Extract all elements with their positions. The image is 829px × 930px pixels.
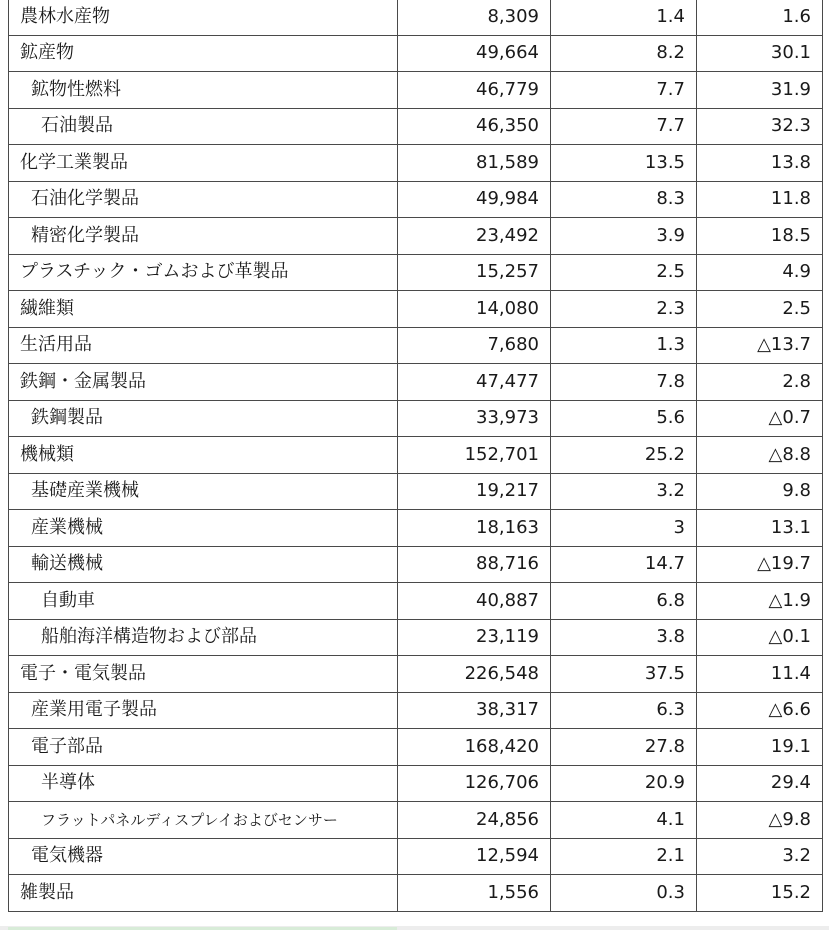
item-name-cell: 産業機械 (9, 510, 398, 547)
item-name-cell: 雑製品 (9, 875, 398, 912)
share-cell: 2.1 (551, 838, 697, 875)
share-cell: 6.8 (551, 583, 697, 620)
value-cell: 33,973 (398, 400, 551, 437)
value-cell: 47,477 (398, 364, 551, 401)
share-cell: 0.3 (551, 875, 697, 912)
export-table (8, 0, 823, 912)
table-row (9, 765, 823, 802)
share-cell: 5.6 (551, 400, 697, 437)
table-row (9, 400, 823, 437)
change-cell: △9.8 (697, 802, 823, 839)
change-cell: △13.7 (697, 327, 823, 364)
value-cell: 23,119 (398, 619, 551, 656)
table-row (9, 291, 823, 328)
change-cell: △19.7 (697, 546, 823, 583)
table-row (9, 108, 823, 145)
change-cell: 13.1 (697, 510, 823, 547)
table-row (9, 35, 823, 72)
item-name-cell: フラットパネルディスプレイおよびセンサー (9, 802, 398, 839)
change-cell: 2.8 (697, 364, 823, 401)
item-name-cell: プラスチック・ゴムおよび革製品 (9, 254, 398, 291)
change-cell: 9.8 (697, 473, 823, 510)
change-cell: △8.8 (697, 437, 823, 474)
value-cell: 126,706 (398, 765, 551, 802)
export-table-container (8, 0, 822, 912)
change-cell: 18.5 (697, 218, 823, 255)
value-cell: 38,317 (398, 692, 551, 729)
value-cell: 18,163 (398, 510, 551, 547)
change-cell: △6.6 (697, 692, 823, 729)
share-cell: 1.3 (551, 327, 697, 364)
change-cell: 29.4 (697, 765, 823, 802)
change-cell: 1.6 (697, 0, 823, 35)
value-cell: 46,350 (398, 108, 551, 145)
item-name-cell: 船舶海洋構造物および部品 (9, 619, 398, 656)
table-row (9, 838, 823, 875)
share-cell: 6.3 (551, 692, 697, 729)
item-name-cell: 生活用品 (9, 327, 398, 364)
item-name-cell: 電子・電気製品 (9, 656, 398, 693)
item-name-cell: 農林水産物 (9, 0, 398, 35)
share-cell: 3.8 (551, 619, 697, 656)
value-cell: 49,984 (398, 181, 551, 218)
item-name-cell: 鉱物性燃料 (9, 72, 398, 109)
share-cell: 3.9 (551, 218, 697, 255)
change-cell: 11.4 (697, 656, 823, 693)
table-row (9, 656, 823, 693)
table-row (9, 729, 823, 766)
value-cell: 226,548 (398, 656, 551, 693)
share-cell: 27.8 (551, 729, 697, 766)
share-cell: 7.7 (551, 72, 697, 109)
change-cell: 19.1 (697, 729, 823, 766)
value-cell: 19,217 (398, 473, 551, 510)
table-row (9, 364, 823, 401)
value-cell: 88,716 (398, 546, 551, 583)
value-cell: 7,680 (398, 327, 551, 364)
value-cell: 8,309 (398, 0, 551, 35)
table-row (9, 145, 823, 182)
change-cell: 30.1 (697, 35, 823, 72)
table-row (9, 546, 823, 583)
share-cell: 14.7 (551, 546, 697, 583)
table-row (9, 802, 823, 839)
table-row (9, 875, 823, 912)
value-cell: 14,080 (398, 291, 551, 328)
share-cell: 4.1 (551, 802, 697, 839)
item-name-cell: 機械類 (9, 437, 398, 474)
share-cell: 2.3 (551, 291, 697, 328)
share-cell: 1.4 (551, 0, 697, 35)
value-cell: 81,589 (398, 145, 551, 182)
item-name-cell: 電気機器 (9, 838, 398, 875)
change-cell: 32.3 (697, 108, 823, 145)
value-cell: 23,492 (398, 218, 551, 255)
value-cell: 24,856 (398, 802, 551, 839)
table-row (9, 218, 823, 255)
value-cell: 46,779 (398, 72, 551, 109)
value-cell: 168,420 (398, 729, 551, 766)
table-row (9, 72, 823, 109)
table-row (9, 254, 823, 291)
share-cell: 8.2 (551, 35, 697, 72)
item-name-cell: 半導体 (9, 765, 398, 802)
share-cell: 25.2 (551, 437, 697, 474)
change-cell: 3.2 (697, 838, 823, 875)
value-cell: 49,664 (398, 35, 551, 72)
item-name-cell: 鉱産物 (9, 35, 398, 72)
change-cell: 15.2 (697, 875, 823, 912)
change-cell: △1.9 (697, 583, 823, 620)
item-name-cell: 繊維類 (9, 291, 398, 328)
change-cell: 31.9 (697, 72, 823, 109)
item-name-cell: 電子部品 (9, 729, 398, 766)
change-cell: 13.8 (697, 145, 823, 182)
share-cell: 2.5 (551, 254, 697, 291)
table-row (9, 327, 823, 364)
share-cell: 3 (551, 510, 697, 547)
change-cell: △0.1 (697, 619, 823, 656)
change-cell: 4.9 (697, 254, 823, 291)
item-name-cell: 石油化学製品 (9, 181, 398, 218)
share-cell: 20.9 (551, 765, 697, 802)
table-body (9, 0, 823, 911)
value-cell: 1,556 (398, 875, 551, 912)
share-cell: 7.7 (551, 108, 697, 145)
item-name-cell: 基礎産業機械 (9, 473, 398, 510)
item-name-cell: 輸送機械 (9, 546, 398, 583)
table-row (9, 473, 823, 510)
change-cell: 11.8 (697, 181, 823, 218)
value-cell: 12,594 (398, 838, 551, 875)
item-name-cell: 産業用電子製品 (9, 692, 398, 729)
value-cell: 152,701 (398, 437, 551, 474)
item-name-cell: 化学工業製品 (9, 145, 398, 182)
value-cell: 15,257 (398, 254, 551, 291)
share-cell: 37.5 (551, 656, 697, 693)
table-row (9, 510, 823, 547)
table-row (9, 619, 823, 656)
item-name-cell: 鉄鋼製品 (9, 400, 398, 437)
value-cell: 40,887 (398, 583, 551, 620)
item-name-cell: 石油製品 (9, 108, 398, 145)
change-cell: △0.7 (697, 400, 823, 437)
table-row (9, 181, 823, 218)
item-name-cell: 鉄鋼・金属製品 (9, 364, 398, 401)
table-row (9, 0, 823, 35)
share-cell: 3.2 (551, 473, 697, 510)
share-cell: 13.5 (551, 145, 697, 182)
item-name-cell: 自動車 (9, 583, 398, 620)
table-row (9, 437, 823, 474)
change-cell: 2.5 (697, 291, 823, 328)
share-cell: 7.8 (551, 364, 697, 401)
share-cell: 8.3 (551, 181, 697, 218)
table-row (9, 692, 823, 729)
table-row (9, 583, 823, 620)
item-name-cell: 精密化学製品 (9, 218, 398, 255)
